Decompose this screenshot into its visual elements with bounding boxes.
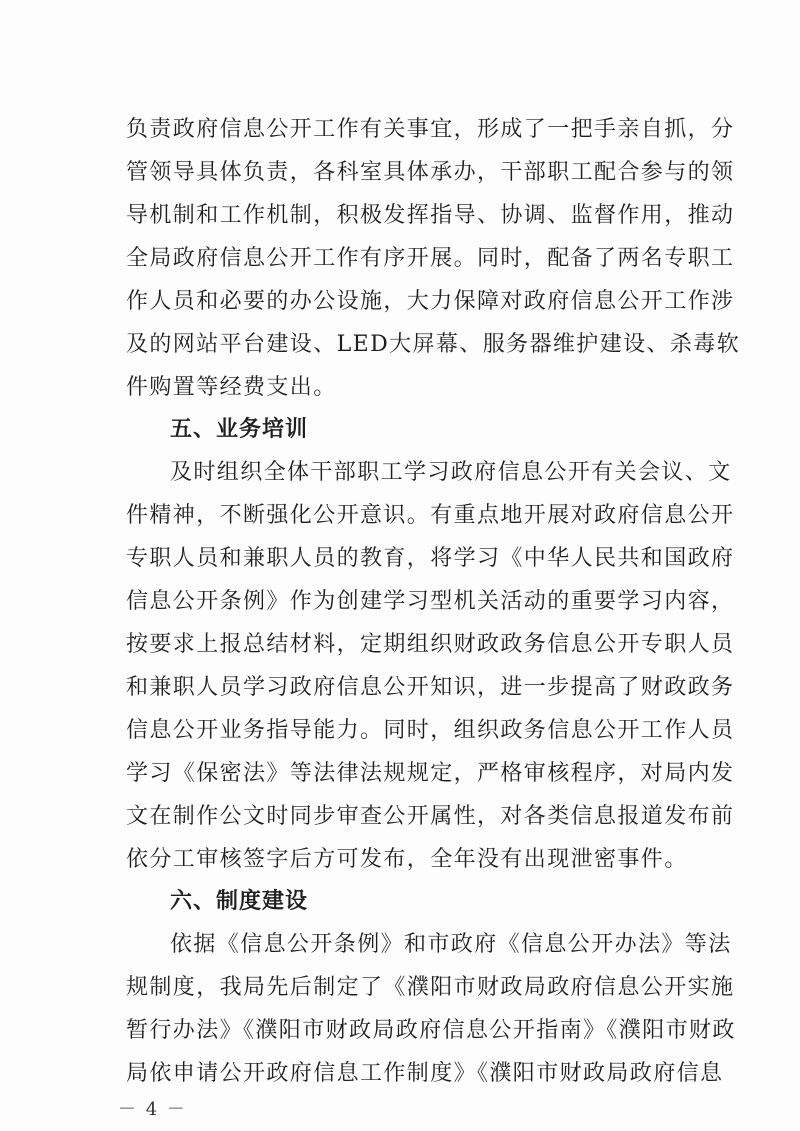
body-text-line: 件购置等经费支出。 [126,375,337,400]
body-text-line: 按要求上报总结材料，定期组织财政政务信息公开专职人员 [126,632,735,657]
body-text-line: 管领导具体负责，各科室具体承办，干部职工配合参与的领 [126,160,735,185]
body-text-line: 信息公开条例》作为创建学习型机关活动的重要学习内容， [126,589,735,614]
body-text-line: 文在制作公文时同步审查公开属性，对各类信息报道发布前 [126,804,735,829]
body-text-line: 依据《信息公开条例》和市政府《信息公开办法》等法 [170,932,732,957]
body-text-line: 及时组织全体干部职工学习政府信息公开有关会议、文 [170,460,732,485]
body-text-line: 及的网站平台建设、LED大屏幕、服务器维护建设、杀毒软 [126,332,741,357]
body-text-line: 负责政府信息公开工作有关事宜，形成了一把手亲自抓，分 [126,117,735,142]
body-text-line: 信息公开业务指导能力。同时，组织政务信息公开工作人员 [126,718,735,743]
body-text-line: 专职人员和兼职人员的教育，将学习《中华人民共和国政府 [126,546,735,571]
section-heading-system: 六、制度建设 [170,889,309,914]
body-text-line: 规制度，我局先后制定了《濮阳市财政局政府信息公开实施 [126,975,735,1000]
body-text-line: 学习《保密法》等法律法规规定，严格审核程序，对局内发 [126,761,735,786]
body-text-line: 暂行办法》《濮阳市财政局政府信息公开指南》《濮阳市财政 [126,1018,736,1043]
body-text-line: 全局政府信息公开工作有序开展。同时，配备了两名专职工 [126,246,735,271]
body-text-line: 件精神，不断强化公开意识。有重点地开展对政府信息公开 [126,503,735,528]
page-number: － 4 － [118,1099,187,1120]
body-text-line: 和兼职人员学习政府信息公开知识，进一步提高了财政政务 [126,675,735,700]
section-heading-training: 五、业务培训 [170,417,309,442]
body-text-line: 导机制和工作机制，积极发挥指导、协调、监督作用，推动 [126,203,735,228]
body-text-line: 依分工审核签字后方可发布，全年没有出现泄密事件。 [126,847,688,872]
body-text-line: 作人员和必要的办公设施，大力保障对政府信息公开工作涉 [126,289,735,314]
body-text-line: 局依申请公开政府信息工作制度》《濮阳市财政局政府信息 [126,1061,724,1086]
